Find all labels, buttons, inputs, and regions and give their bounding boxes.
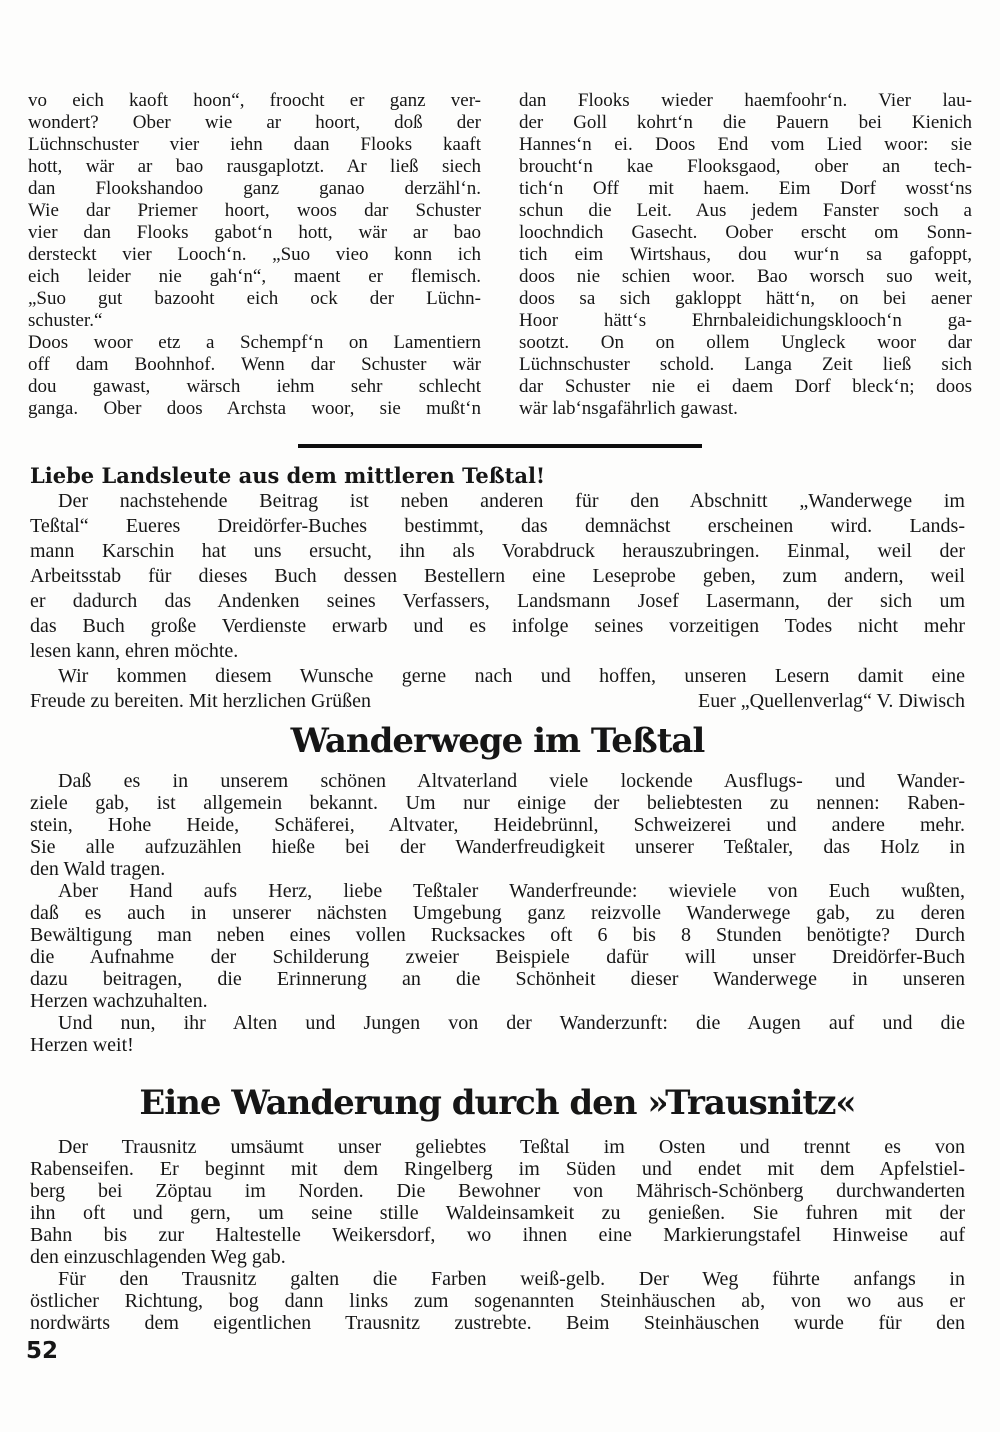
section-divider-rule — [298, 444, 702, 448]
editor-note-heading: Liebe Landsleute aus dem mittleren Teßtal! — [30, 463, 546, 488]
text-line: Sie alle aufzuzählen hieße bei der Wanderfreudigkeit unserer Teßtaler, das Holz in — [30, 836, 965, 858]
text-line: den Wald tragen. — [30, 858, 166, 880]
article-wanderwege-body — [30, 770, 965, 1056]
text-line: ihn oft und gern, um seine stille Waldeinsamkeit zu genießen. Sie fuhren mit der — [30, 1202, 965, 1224]
text-line: wondert? Ober wie ar hoort, doß der — [28, 112, 481, 133]
dialect-column-right — [519, 90, 972, 420]
text-line: Wie dar Priemer hoort, woos dar Schuster — [28, 200, 481, 221]
text-line: das Buch große Verdienste erwarb und es infolge seines vorzeitigen Todes nicht mehr — [30, 615, 965, 637]
wanderwege-paragraph-1 — [30, 770, 965, 880]
text-line: Doos woor etz a Schempf‘n on Lamentiern — [28, 332, 481, 353]
text-line: broucht‘n kae Flooksgaod, ober an tech- — [519, 156, 972, 177]
text-line: „Suo gut bazooht eich ock der Lüchn- — [28, 288, 481, 309]
dialect-column-left — [28, 90, 481, 420]
dialect-left-paragraph-1 — [28, 90, 481, 332]
text-line: Bahn bis zur Haltestelle Weikersdorf, wo ihnen eine Markierungstafel Hinweise auf — [30, 1224, 965, 1246]
dialect-story-section — [28, 90, 972, 420]
text-line: berg bei Zöptau im Norden. Die Bewohner von Mährisch-Schönberg durchwanderten — [30, 1180, 965, 1202]
text-line: Wir kommen diesem Wunsche gerne nach und hoffen, unseren Lesern damit eine — [58, 665, 965, 687]
text-line: Hoor hätt‘s Ehrnbaleidichungsklooch‘n ga- — [519, 310, 972, 331]
text-line: Der Trausnitz umsäumt unser geliebtes Teßtal im Osten und trennt es von — [58, 1136, 965, 1158]
text-line: den einzuschlagenden Weg gab. — [30, 1246, 286, 1268]
text-line: Für den Trausnitz galten die Farben weiß-gelb. Der Weg führte anfangs in — [58, 1268, 965, 1290]
text-line: er dadurch das Andenken seines Verfassers, Landsmann Josef Lasermann, der sich um — [30, 590, 965, 612]
text-line: die Aufnahme der Schilderung zweier Beispiele dafür will unser Dreidörfer-Buch — [30, 946, 965, 968]
text-line: Hannes‘n ei. Doos End vom Lied woor: sie — [519, 134, 972, 155]
text-line: hott, wär ar bao rausgaplotzt. Ar ließ siech — [28, 156, 481, 177]
text-line: ganga. Ober doos Archsta woor, sie mußt‘n — [28, 398, 481, 419]
publisher-signature: Euer „Quellenverlag“ V. Diwisch — [698, 690, 965, 712]
trausnitz-paragraph-2 — [30, 1268, 965, 1334]
editor-note-paragraph-1 — [30, 489, 965, 664]
text-line: Herzen weit! — [30, 1034, 134, 1056]
text-line: dar Schuster nie ei daem Dorf bleck‘n; doos — [519, 376, 972, 397]
text-line: der Goll kohrt‘n die Pauern bei Kienich — [519, 112, 972, 133]
trausnitz-paragraph-1 — [30, 1136, 965, 1268]
wanderwege-paragraph-2 — [30, 880, 965, 1012]
text-line: dou gawast, wärsch iehm sehr schlecht — [28, 376, 481, 397]
text-line: östlicher Richtung, bog dann links zum sogenannten Steinhäuschen ab, von wo aus er — [30, 1290, 965, 1312]
text-line: eich leider nie gah‘n“, maent er flemisch. — [28, 266, 481, 287]
text-line: off dam Boohnhof. Wenn dar Schuster wär — [28, 354, 481, 375]
text-line: dazu beitragen, die Erinnerung an die Schönheit dieser Wanderwege in unseren — [30, 968, 965, 990]
text-line: Daß es in unserem schönen Altvaterland viele lockende Ausflugs- und Wander- — [58, 770, 965, 792]
editor-note-paragraph-2 — [30, 664, 965, 689]
text-line: loochndich Gasecht. Oober erscht om Sonn- — [519, 222, 972, 243]
text-line: sootzt. On on ollem Ungleck woor dar — [519, 332, 972, 353]
text-line: mann Karschin hat uns ersucht, ihn als Vorabdruck herauszubringen. Einmal, weil der — [30, 540, 965, 562]
text-line: lesen kann, ehren möchte. — [30, 640, 239, 662]
text-line: Herzen wachzuhalten. — [30, 990, 208, 1012]
text-line: doos sa sich gakloppt hätt‘n, on bei aener — [519, 288, 972, 309]
text-line: dan Flooks wieder haemfoohr‘n. Vier lau- — [519, 90, 972, 111]
text-line: vo eich kaoft hoon“, froocht er ganz ver- — [28, 90, 481, 111]
text-line: wär lab‘nsgafährlich gawast. — [519, 398, 738, 419]
article-title-wanderwege: Wanderwege im Teßtal — [290, 721, 705, 761]
text-line: stein, Hohe Heide, Schäferei, Altvater, Heidebrünnl, Schweizerei und andere mehr. — [30, 814, 965, 836]
closing-text: Freude zu bereiten. Mit herzlichen Grüßen — [30, 690, 371, 712]
article-title-trausnitz: Eine Wanderung durch den »Trausnitz« — [139, 1083, 856, 1123]
text-line: tich eim Wirtshaus, dou wur‘n sa gafoppt, — [519, 244, 972, 265]
dialect-left-paragraph-2 — [28, 332, 481, 420]
text-line: Bewältigung man neben eines vollen Rucksackes oft 6 bis 8 Stunden benötigte? Durch — [30, 924, 965, 946]
text-line: schuster.“ — [28, 310, 103, 331]
text-line: dan Flookshandoo ganz ganao derzähl‘n. — [28, 178, 481, 199]
text-line: tich‘n Off mit haem. Eim Dorf wosst‘ns — [519, 178, 972, 199]
text-line: Teßtal“ Eueres Dreidörfer-Buches bestimmt, das demnächst erscheinen wird. Lands- — [30, 515, 965, 537]
text-line: doos nie schien woor. Bao worsch suo weit, — [519, 266, 972, 287]
wanderwege-paragraph-3 — [30, 1012, 965, 1056]
dialect-right-paragraph-1 — [519, 90, 972, 420]
article-trausnitz-body — [30, 1136, 965, 1334]
text-line: schun die Leit. Aus jedem Fanster soch a — [519, 200, 972, 221]
text-line: ziele gab, ist allgemein bekannt. Um nur einige der beliebtesten zu nennen: Raben- — [30, 792, 965, 814]
text-line: Lüchnschuster vier iehn daan Flooks kaaft — [28, 134, 481, 155]
text-line: Aber Hand aufs Herz, liebe Teßtaler Wanderfreunde: wieviele von Euch wußten, — [58, 880, 965, 902]
text-line: Arbeitsstab für dieses Buch dessen Bestellern eine Leseprobe geben, zum andern, weil — [30, 565, 965, 587]
editor-note-closing-row — [30, 689, 965, 714]
editor-note-section — [30, 463, 965, 714]
text-line: Der nachstehende Beitrag ist neben anderen für den Abschnitt „Wanderwege im — [58, 490, 965, 512]
text-line: nordwärts dem eigentlichen Trausnitz zustrebte. Beim Steinhäuschen wurde für den — [30, 1312, 965, 1334]
page-number: 52 — [26, 1338, 59, 1364]
text-line: Lüchnschuster schold. Langa Zeit ließ sich — [519, 354, 972, 375]
text-line: daß es auch in unserer nächsten Umgebung ganz reizvolle Wanderwege gab, zu deren — [30, 902, 965, 924]
text-line: dersteckt vier Looch‘n. „Suo vieo konn ich — [28, 244, 481, 265]
text-line: Rabenseifen. Er beginnt mit dem Ringelberg im Süden und endet mit dem Apfelstiel- — [30, 1158, 965, 1180]
text-line: vier dan Flooks gabot‘n hott, wär ar bao — [28, 222, 481, 243]
text-line: Und nun, ihr Alten und Jungen von der Wanderzunft: die Augen auf und die — [58, 1012, 965, 1034]
